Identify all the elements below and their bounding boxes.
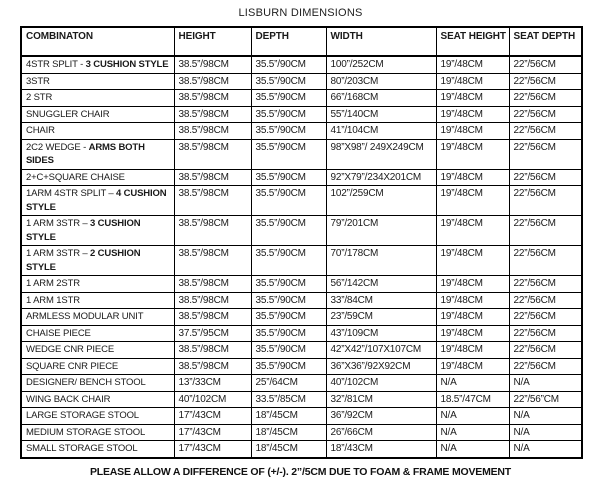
- seat-depth-cell: 22”/56CM: [509, 325, 582, 342]
- width-cell: 36”X36”/92X92CM: [326, 358, 436, 375]
- combination-cell: [21, 276, 174, 293]
- combination-cell: [21, 169, 174, 186]
- width-cell: 40”/102CM: [326, 375, 436, 392]
- combination-text-emphasis: 3 CUSHION STYLE: [26, 218, 141, 243]
- height-cell: 38.5”/98CM: [174, 292, 251, 309]
- combination-cell: [21, 358, 174, 375]
- width-cell: 70”/178CM: [326, 246, 436, 276]
- combination-cell: [21, 391, 174, 408]
- combination-cell: [21, 309, 174, 326]
- seat-depth-cell: N/A: [509, 408, 582, 425]
- table-row: [21, 375, 582, 392]
- depth-cell: 35.5”/90CM: [251, 358, 326, 375]
- height-cell: 38.5”/98CM: [174, 246, 251, 276]
- table-row: [21, 358, 582, 375]
- height-cell: 38.5”/98CM: [174, 216, 251, 246]
- seat-height-cell: 19”/48CM: [436, 342, 509, 359]
- seat-depth-cell: 22”/56CM: [509, 276, 582, 293]
- width-cell: 43”/109CM: [326, 325, 436, 342]
- header-width: WIDTH: [326, 27, 436, 56]
- width-cell: 98”X98”/ 249X249CM: [326, 139, 436, 169]
- width-cell: 79”/201CM: [326, 216, 436, 246]
- combination-cell: [21, 90, 174, 107]
- combination-text-emphasis: ARMS BOTH SIDES: [26, 141, 145, 166]
- combination-text: SMALL STORAGE STOOL: [26, 443, 138, 454]
- table-row: [21, 246, 582, 276]
- seat-height-cell: 19”/48CM: [436, 292, 509, 309]
- width-cell: 42”X42”/107X107CM: [326, 342, 436, 359]
- height-cell: 38.5”/98CM: [174, 123, 251, 140]
- table-row: [21, 56, 582, 73]
- table-row: [21, 123, 582, 140]
- seat-depth-cell: N/A: [509, 424, 582, 441]
- combination-cell: [21, 106, 174, 123]
- table-body: [21, 56, 582, 458]
- depth-cell: 35.5”/90CM: [251, 90, 326, 107]
- width-cell: 102”/259CM: [326, 186, 436, 216]
- depth-cell: 35.5”/90CM: [251, 169, 326, 186]
- seat-height-cell: 19”/48CM: [436, 309, 509, 326]
- height-cell: 38.5”/98CM: [174, 56, 251, 73]
- width-cell: 26”/66CM: [326, 424, 436, 441]
- table-row: [21, 169, 582, 186]
- table-row: [21, 292, 582, 309]
- depth-cell: 35.5”/90CM: [251, 309, 326, 326]
- height-cell: 38.5”/98CM: [174, 309, 251, 326]
- height-cell: 40”/102CM: [174, 391, 251, 408]
- combination-cell: [21, 216, 174, 246]
- combination-text: CHAIR: [26, 125, 55, 136]
- seat-depth-cell: N/A: [509, 441, 582, 458]
- seat-height-cell: 19”/48CM: [436, 139, 509, 169]
- height-cell: 38.5”/98CM: [174, 139, 251, 169]
- combination-cell: [21, 56, 174, 73]
- seat-height-cell: 19”/48CM: [436, 216, 509, 246]
- combination-text: 2+C+SQUARE CHAISE: [26, 171, 125, 183]
- height-cell: 37.5”/95CM: [174, 325, 251, 342]
- seat-depth-cell: 22”/56CM: [509, 216, 582, 246]
- combination-text: 1 ARM 3STR –: [26, 218, 91, 229]
- seat-depth-cell: 22”/56CM: [509, 90, 582, 107]
- seat-depth-cell: 22”/56CM: [509, 292, 582, 309]
- table-row: [21, 424, 582, 441]
- depth-cell: 35.5”/90CM: [251, 246, 326, 276]
- page-title: LISBURN DIMENSIONS: [238, 7, 363, 19]
- header-combination: COMBINATON: [21, 27, 174, 56]
- combination-text: 1 ARM 2STR: [26, 278, 80, 289]
- seat-height-cell: 19”/48CM: [436, 276, 509, 293]
- combination-cell: [21, 73, 174, 90]
- combination-cell: [21, 123, 174, 140]
- seat-height-cell: N/A: [436, 408, 509, 425]
- height-cell: 17”/43CM: [174, 408, 251, 425]
- seat-height-cell: N/A: [436, 375, 509, 392]
- depth-cell: 35.5”/90CM: [251, 73, 326, 90]
- table-row: [21, 441, 582, 458]
- combination-text: 2C2 WEDGE -: [26, 141, 89, 153]
- combination-cell: [21, 408, 174, 425]
- combination-text: 4STR SPLIT -: [26, 59, 86, 70]
- seat-height-cell: 19”/48CM: [436, 325, 509, 342]
- width-cell: 80”/203CM: [326, 73, 436, 90]
- height-cell: 38.5”/98CM: [174, 358, 251, 375]
- width-cell: 66”/168CM: [326, 90, 436, 107]
- table-row: [21, 186, 582, 216]
- seat-depth-cell: 22”/56CM: [509, 169, 582, 186]
- width-cell: 36”/92CM: [326, 408, 436, 425]
- seat-height-cell: 19”/48CM: [436, 246, 509, 276]
- seat-height-cell: N/A: [436, 441, 509, 458]
- footer-note: PLEASE ALLOW A DIFFERENCE OF (+/-). 2”/5CM DUE TO FOAM & FRAME MOVEMENT: [89, 465, 512, 478]
- depth-cell: 33.5”/85CM: [251, 391, 326, 408]
- height-cell: 38.5”/98CM: [174, 342, 251, 359]
- combination-cell: [21, 441, 174, 458]
- seat-depth-cell: 22”/56”CM: [509, 391, 582, 408]
- header-seat-depth: SEAT DEPTH: [509, 27, 582, 56]
- header-row: [21, 27, 582, 56]
- table-row: [21, 391, 582, 408]
- depth-cell: 35.5”/90CM: [251, 186, 326, 216]
- combination-text: 3STR: [26, 75, 50, 87]
- seat-depth-cell: 22”/56CM: [509, 342, 582, 359]
- depth-cell: 35.5”/90CM: [251, 139, 326, 169]
- seat-height-cell: 19”/48CM: [436, 90, 509, 107]
- width-cell: 33”/84CM: [326, 292, 436, 309]
- header-depth: DEPTH: [251, 27, 326, 56]
- combination-cell: [21, 342, 174, 359]
- combination-text: 1 ARM 3STR –: [26, 248, 91, 259]
- depth-cell: 18”/45CM: [251, 424, 326, 441]
- width-cell: 41”/104CM: [326, 123, 436, 140]
- combination-text: 1ARM 4STR SPLIT –: [26, 188, 117, 199]
- table-row: [21, 325, 582, 342]
- width-cell: 55”/140CM: [326, 106, 436, 123]
- seat-depth-cell: 22”/56CM: [509, 246, 582, 276]
- depth-cell: 35.5”/90CM: [251, 56, 326, 73]
- combination-cell: [21, 139, 174, 169]
- depth-cell: 35.5”/90CM: [251, 106, 326, 123]
- combination-text: LARGE STORAGE STOOL: [26, 410, 139, 421]
- combination-cell: [21, 424, 174, 441]
- table-row: [21, 106, 582, 123]
- height-cell: 38.5”/98CM: [174, 276, 251, 293]
- combination-text: SNUGGLER CHAIR: [26, 108, 110, 120]
- dimensions-table: [20, 26, 583, 459]
- seat-depth-cell: 22”/56CM: [509, 123, 582, 140]
- combination-text: SQUARE CNR PIECE: [26, 360, 119, 372]
- height-cell: 38.5”/98CM: [174, 169, 251, 186]
- width-cell: 23”/59CM: [326, 309, 436, 326]
- seat-depth-cell: N/A: [509, 375, 582, 392]
- seat-height-cell: 19”/48CM: [436, 358, 509, 375]
- height-cell: 17”/43CM: [174, 424, 251, 441]
- width-cell: 56”/142CM: [326, 276, 436, 293]
- combination-text: ARMLESS MODULAR UNIT: [26, 311, 144, 322]
- combination-text: 2 STR: [26, 92, 53, 103]
- seat-depth-cell: 22”/56CM: [509, 358, 582, 375]
- seat-depth-cell: 22”/56CM: [509, 73, 582, 90]
- combination-cell: [21, 325, 174, 342]
- combination-text: WING BACK CHAIR: [26, 393, 111, 405]
- seat-depth-cell: 22”/56CM: [509, 186, 582, 216]
- depth-cell: 35.5”/90CM: [251, 325, 326, 342]
- seat-depth-cell: 22”/56CM: [509, 139, 582, 169]
- header-height: HEIGHT: [174, 27, 251, 56]
- height-cell: 38.5”/98CM: [174, 73, 251, 90]
- width-cell: 100”/252CM: [326, 56, 436, 73]
- seat-depth-cell: 22”/56CM: [509, 309, 582, 326]
- depth-cell: 35.5”/90CM: [251, 292, 326, 309]
- seat-height-cell: 19”/48CM: [436, 123, 509, 140]
- table-row: [21, 73, 582, 90]
- combination-text: MEDIUM STORAGE STOOL: [26, 426, 146, 438]
- width-cell: 92”X79”/234X201CM: [326, 169, 436, 186]
- table-row: [21, 408, 582, 425]
- depth-cell: 35.5”/90CM: [251, 342, 326, 359]
- height-cell: 17”/43CM: [174, 441, 251, 458]
- depth-cell: 25”/64CM: [251, 375, 326, 392]
- table-row: [21, 309, 582, 326]
- table-row: [21, 90, 582, 107]
- combination-text-emphasis: 3 CUSHION STYLE: [85, 59, 169, 70]
- depth-cell: 35.5”/90CM: [251, 123, 326, 140]
- combination-text: 1 ARM 1STR: [26, 294, 80, 306]
- height-cell: 38.5”/98CM: [174, 90, 251, 107]
- height-cell: 38.5”/98CM: [174, 106, 251, 123]
- table-row: [21, 216, 582, 246]
- seat-height-cell: 19”/48CM: [436, 106, 509, 123]
- height-cell: 13”/33CM: [174, 375, 251, 392]
- depth-cell: 35.5”/90CM: [251, 276, 326, 293]
- combination-text-emphasis: 2 CUSHION STYLE: [26, 248, 141, 273]
- seat-height-cell: 18.5”/47CM: [436, 391, 509, 408]
- width-cell: 32”/81CM: [326, 391, 436, 408]
- combination-cell: [21, 246, 174, 276]
- header-seat-height: SEAT HEIGHT: [436, 27, 509, 56]
- width-cell: 18”/43CM: [326, 441, 436, 458]
- table-row: [21, 139, 582, 169]
- seat-height-cell: 19”/48CM: [436, 186, 509, 216]
- seat-height-cell: N/A: [436, 424, 509, 441]
- seat-height-cell: 19”/48CM: [436, 73, 509, 90]
- combination-cell: [21, 292, 174, 309]
- combination-cell: [21, 186, 174, 216]
- combination-text: CHAISE PIECE: [26, 327, 91, 339]
- depth-cell: 35.5”/90CM: [251, 216, 326, 246]
- seat-height-cell: 19”/48CM: [436, 169, 509, 186]
- combination-cell: [21, 375, 174, 392]
- combination-text: DESIGNER/ BENCH STOOL: [26, 377, 146, 388]
- table-row: [21, 342, 582, 359]
- seat-depth-cell: 22”/56CM: [509, 106, 582, 123]
- depth-cell: 18”/45CM: [251, 441, 326, 458]
- combination-text: WEDGE CNR PIECE: [26, 344, 115, 355]
- seat-height-cell: 19”/48CM: [436, 56, 509, 73]
- table-row: [21, 276, 582, 293]
- seat-depth-cell: 22”/56CM: [509, 56, 582, 73]
- combination-text-emphasis: 4 CUSHION STYLE: [26, 188, 167, 213]
- depth-cell: 18”/45CM: [251, 408, 326, 425]
- height-cell: 38.5”/98CM: [174, 186, 251, 216]
